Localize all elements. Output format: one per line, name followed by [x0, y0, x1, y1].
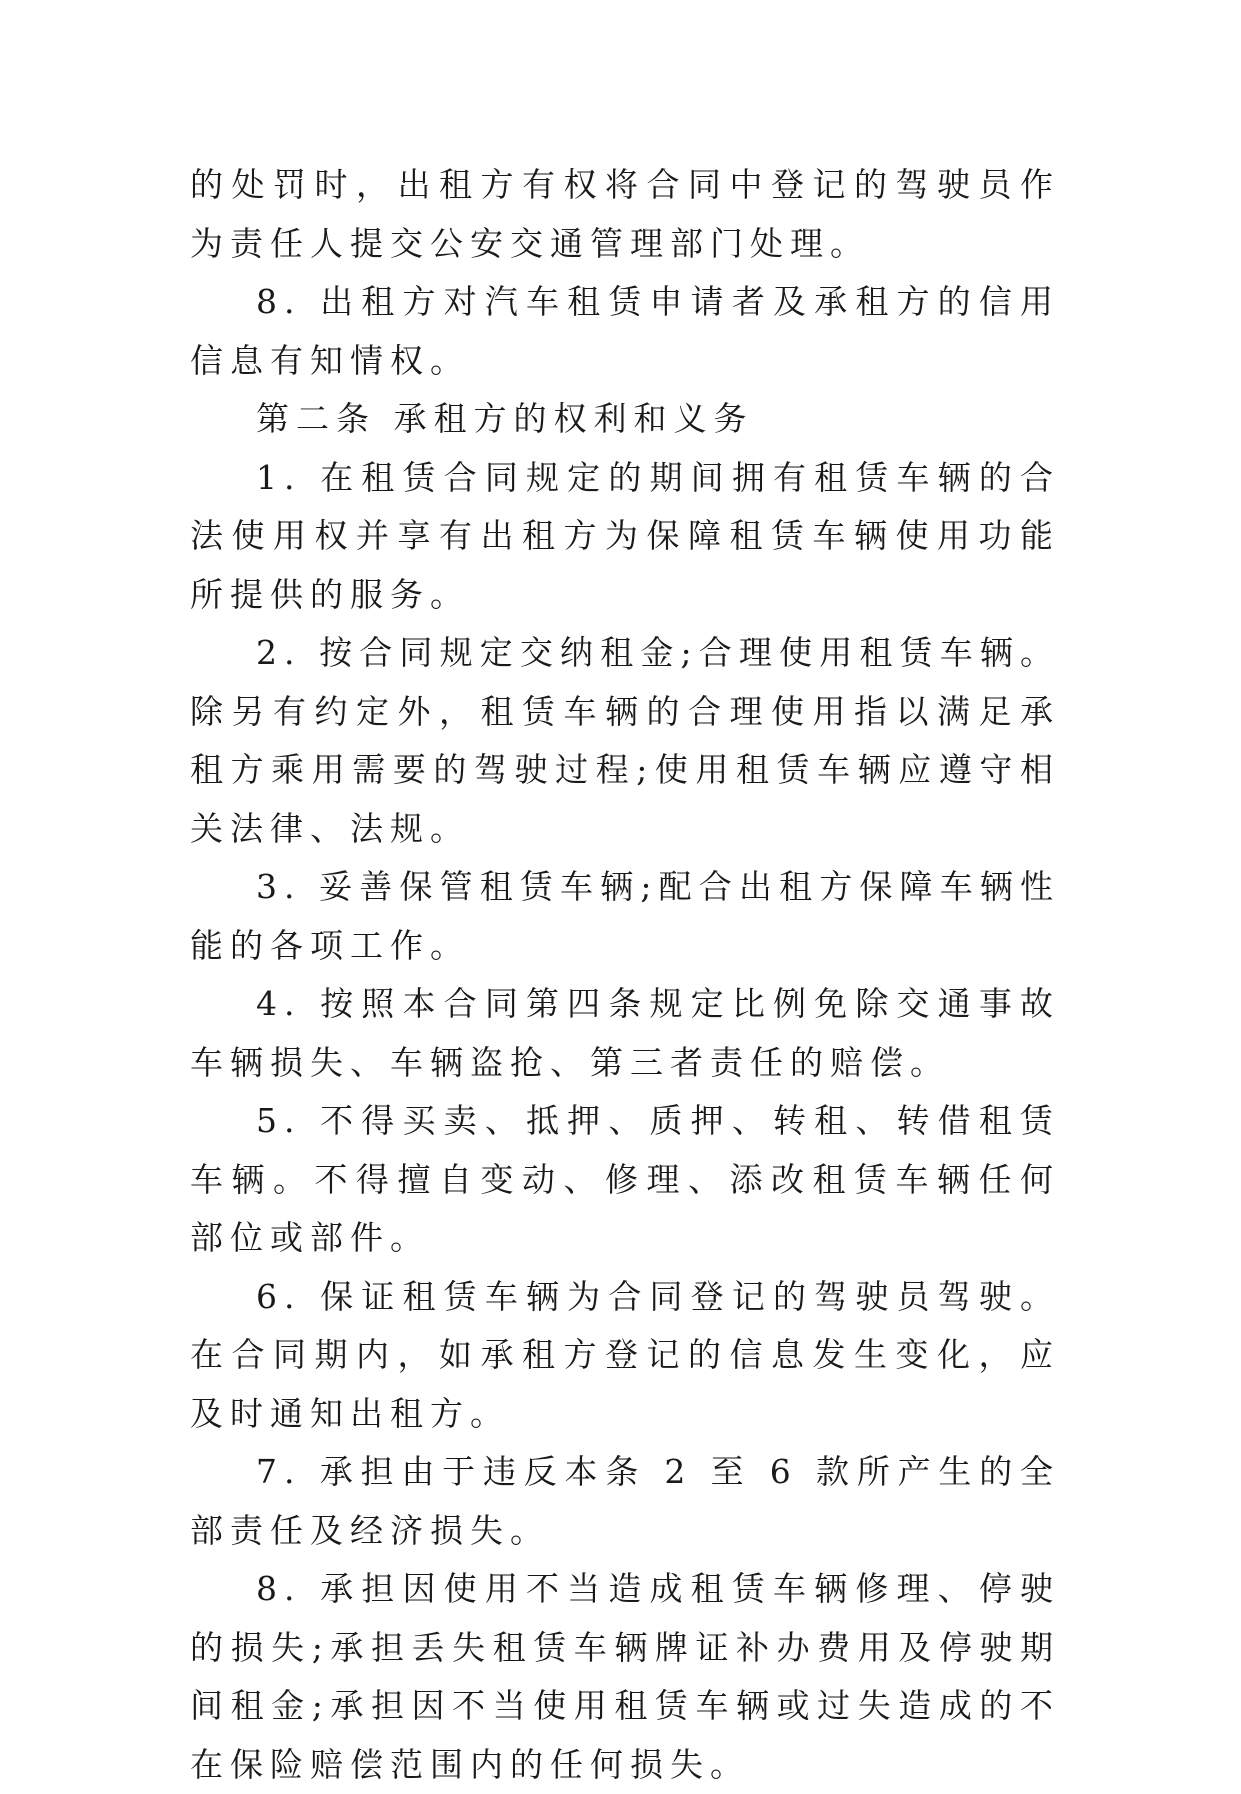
section-heading: 第二条 承租方的权利和义务 — [256, 399, 754, 438]
paragraph-4: 1. 在租赁合同规定的期间拥有租赁车辆的合法使用权并享有出租方为保障租赁车辆使用功能所提供的服务。 — [190, 457, 1060, 614]
paragraph-6: 3. 妥善保管租赁车辆;配合出租方保障车辆性能的各项工作。 — [190, 867, 1060, 965]
paragraph-10: 7. 承担由于违反本条 2 至 6 款所产生的全部责任及经济损失。 — [190, 1452, 1060, 1550]
paragraph-9: 6. 保证租赁车辆为合同登记的驾驶员驾驶。在合同期内，如承租方登记的信息发生变化，应及时通知出租方。 — [190, 1276, 1060, 1433]
paragraph-2: 8. 出租方对汽车租赁申请者及承租方的信用信息有知情权。 — [190, 282, 1060, 380]
paragraph-7: 4. 按照本合同第四条规定比例免除交通事故车辆损失、车辆盗抢、第三者责任的赔偿。 — [190, 984, 1060, 1082]
paragraph-8: 5. 不得买卖、抵押、质押、转租、转借租赁车辆。不得擅自变动、修理、添改租赁车辆任何部位或部件。 — [190, 1101, 1060, 1257]
paragraph-5: 2. 按合同规定交纳租金;合理使用租赁车辆。除另有约定外，租赁车辆的合理使用指以满足承租方乘用需要的驾驶过程;使用租赁车辆应遵守相关法律、法规。 — [190, 633, 1060, 848]
document-body — [190, 156, 1060, 1794]
paragraph-11: 8. 承担因使用不当造成租赁车辆修理、停驶的损失;承担丢失租赁车辆牌证补办费用及停驶期间租金;承担因不当使用租赁车辆或过失造成的不在保险赔偿范围内的任何损失。 — [190, 1569, 1060, 1784]
paragraph-1: 的处罚时，出租方有权将合同中登记的驾驶员作为责任人提交公安交通管理部门处理。 — [190, 165, 1060, 263]
